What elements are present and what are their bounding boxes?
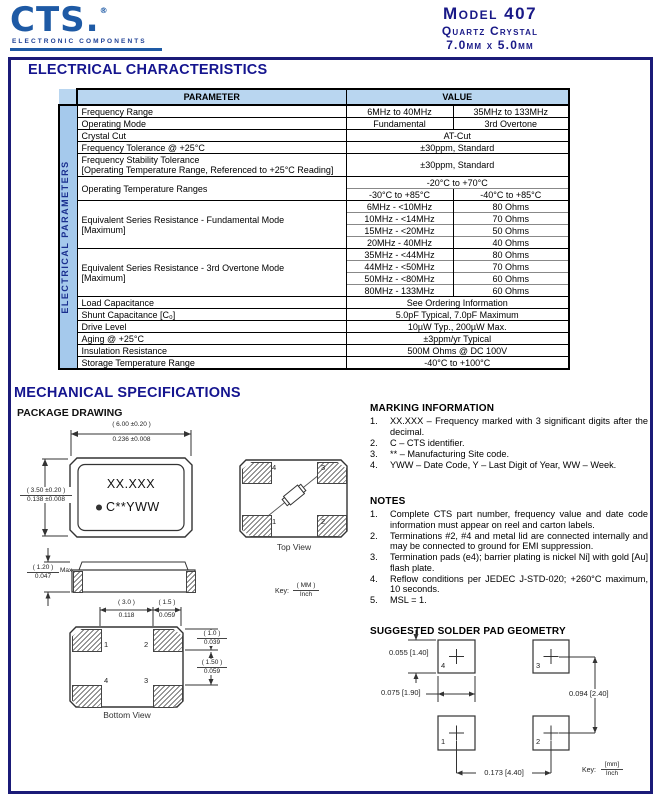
bottom-view-pad-label-4: 4 xyxy=(104,676,109,685)
param-cell: Insulation Resistance xyxy=(77,345,346,357)
param-cell: Drive Level xyxy=(77,321,346,333)
value-cell: 10MHz - <14MHz xyxy=(346,213,453,225)
value-cell: 60 Ohms xyxy=(453,285,569,297)
param-cell: Equivalent Series Resistance - Fundamental Mode [Maximum] xyxy=(77,201,346,249)
value-cell: AT-Cut xyxy=(346,130,569,142)
mechanical-section-title: MECHANICAL SPECIFICATIONS xyxy=(14,385,241,401)
value-cell: 80 Ohms xyxy=(453,249,569,261)
value-cell: 60 Ohms xyxy=(453,273,569,285)
list-item: 3. Termination pads (e4); barrier plating is nickel Ni] with gold [Au] flash plate. xyxy=(370,552,648,573)
bottom-view-pad-label-2: 2 xyxy=(144,640,149,649)
value-cell: 40 Ohms xyxy=(453,237,569,249)
logo-tagline: ELECTRONIC COMPONENTS xyxy=(12,38,147,45)
list-item: 4. YWW – Date Code, Y – Last Digit of Year, WW – Week. xyxy=(370,459,617,470)
top-view-pad-label-2: 2 xyxy=(321,517,326,526)
param-cell: Frequency Stability Tolerance [Operating Temperature Range, Referenced to +25°C Reading] xyxy=(77,154,346,177)
solder-dim-pad-width: 0.075 [1.90] xyxy=(381,688,421,697)
value-cell: 70 Ohms xyxy=(453,213,569,225)
side-height-max-label: Max xyxy=(60,567,73,574)
list-item: 5. MSL = 1. xyxy=(370,595,427,605)
col-header-parameter: PARAMETER xyxy=(77,89,346,105)
list-item: 1. Complete CTS part number, frequency value and date code information must appear on reel and carton labels. xyxy=(370,509,648,530)
param-cell: Crystal Cut xyxy=(77,130,346,142)
bottom-view-pad-label-3: 3 xyxy=(144,676,149,685)
param-cell: Equivalent Series Resistance - 3rd Overtone Mode [Maximum] xyxy=(77,249,346,297)
param-cell: Operating Temperature Ranges xyxy=(77,177,346,201)
registered-mark-icon: ® xyxy=(99,6,109,15)
front-height-dim: $\frac{( 3.50 \pm 0.20 )}{0.138 \pm 0.008}$ xyxy=(20,487,72,503)
value-cell: ±3ppm/yr Typical xyxy=(346,333,569,345)
bottom-dim1-mm: ( 3.0 ) xyxy=(118,599,135,606)
list-item: 1. XX.XXX – Frequency marked with 3 significant digits after the decimal. xyxy=(370,416,648,437)
solder-pad-label-3: 3 xyxy=(536,661,541,670)
side-height-dim: $\frac{( 1.20 )}{0.047}$ xyxy=(26,564,60,580)
electrical-parameters-side-label: ELECTRICAL PARAMETERS xyxy=(59,105,77,369)
crystal-marking-frequency: XX.XXX xyxy=(106,477,156,491)
value-cell: 10µW Typ., 200µW Max. xyxy=(346,321,569,333)
key-mid-units: ( MM ) Inch xyxy=(293,582,319,598)
crystal-marking-datecode: C**YWW xyxy=(106,500,160,514)
value-cell: 500M Ohms @ DC 100V xyxy=(346,345,569,357)
value-cell: 6MHz to 40MHz xyxy=(346,105,453,118)
bottom-dim1-inch: 0.118 xyxy=(118,612,135,619)
value-cell: 50MHz - <80MHz xyxy=(346,273,453,285)
param-cell: Shunt Capacitance [C₀] xyxy=(77,309,346,321)
value-cell: 35MHz to 133MHz xyxy=(453,105,569,118)
value-cell: 15MHz - <20MHz xyxy=(346,225,453,237)
doc-title-size: 7.0mm x 5.0mm xyxy=(446,38,534,53)
bottom-view-caption: Bottom View xyxy=(103,710,151,720)
value-cell: ±30ppm, Standard xyxy=(346,154,569,177)
value-cell: 80 Ohms xyxy=(453,201,569,213)
bottom-dim3: $\frac{( 1.0 )}{0.039}$ xyxy=(196,630,228,646)
notes-list xyxy=(370,509,648,606)
bottom-view-pad-label-1: 1 xyxy=(104,640,109,649)
value-cell: -30°C to +85°C xyxy=(346,189,453,201)
solder-dim-vertical: 0.094 [2.40] xyxy=(569,689,609,698)
list-item: 2. C – CTS identifier. xyxy=(370,437,465,448)
side-view-termination-right xyxy=(186,571,196,593)
value-cell: 70 Ohms xyxy=(453,261,569,273)
value-cell: See Ordering Information xyxy=(346,297,569,309)
solder-key-label: Key: xyxy=(582,767,597,774)
value-cell: ±30ppm, Standard xyxy=(346,142,569,154)
bottom-dim4: $\frac{( 1.50 )}{0.059}$ xyxy=(196,659,228,675)
bottom-dim2-inch: 0.059 xyxy=(158,612,176,619)
list-item: 2. Terminations #2, #4 and metal lid are connected internally and may be connected to ground for EMI suppression. xyxy=(370,530,648,551)
top-view-pad-label-4: 4 xyxy=(272,463,277,472)
front-width-dim-inch: 0.236 ±0.008 xyxy=(112,436,151,443)
param-cell: Aging @ +25°C xyxy=(77,333,346,345)
param-cell: Frequency Tolerance @ +25°C xyxy=(77,142,346,154)
doc-title-model: Model 407 xyxy=(442,4,538,23)
solder-dim-pad-height: 0.055 [1.40] xyxy=(389,648,429,657)
key-mid-label: Key: xyxy=(275,588,290,595)
value-cell: 5.0pF Typical, 7.0pF Maximum xyxy=(346,309,569,321)
list-item: 3. ** – Manufacturing Site code. xyxy=(370,448,509,459)
param-cell: Load Capacitance xyxy=(77,297,346,309)
param-cell: Operating Mode xyxy=(77,118,346,130)
col-header-value: VALUE xyxy=(346,89,569,105)
solder-pad-geometry-title: SUGGESTED SOLDER PAD GEOMETRY xyxy=(370,626,566,637)
top-view-pad-label-1: 1 xyxy=(272,517,277,526)
electrical-section-title: ELECTRICAL CHARACTERISTICS xyxy=(28,62,268,78)
solder-pad-label-2: 2 xyxy=(536,737,541,746)
package-drawing-title: PACKAGE DRAWING xyxy=(17,407,123,419)
value-cell: 3rd Overtone xyxy=(453,118,569,130)
value-cell: 35MHz - <44MHz xyxy=(346,249,453,261)
list-item: 4. Reflow conditions per JEDEC J-STD-020; +260°C maximum, 10 seconds. xyxy=(370,573,648,594)
value-cell: -20°C to +70°C xyxy=(346,177,569,189)
value-cell: -40°C to +85°C xyxy=(453,189,569,201)
value-cell: 44MHz - <50MHz xyxy=(346,261,453,273)
value-cell: Fundamental xyxy=(346,118,453,130)
solder-pad-label-1: 1 xyxy=(441,737,446,746)
solder-dim-horizontal: 0.173 [4.40] xyxy=(476,768,532,777)
value-cell: -40°C to +100°C xyxy=(346,357,569,370)
cts-logo-text: CTS. xyxy=(10,0,100,40)
top-view-caption: Top View xyxy=(276,542,312,552)
notes-title: NOTES xyxy=(370,496,406,507)
marking-info-title: MARKING INFORMATION xyxy=(370,403,495,414)
solder-pad-label-4: 4 xyxy=(441,661,446,670)
bottom-dim2-mm: ( 1.5 ) xyxy=(158,599,176,606)
side-view-termination-left xyxy=(73,571,83,593)
top-view-pad-label-3: 3 xyxy=(321,463,326,472)
param-cell: Storage Temperature Range xyxy=(77,357,346,370)
value-cell: 80MHz - 133MHz xyxy=(346,285,453,297)
solder-key-units: [mm] Inch xyxy=(601,761,623,777)
doc-title-type: Quartz Crystal xyxy=(441,23,539,38)
front-width-dim-mm: ( 6.00 ±0.20 ) xyxy=(112,421,151,428)
param-cell: Frequency Range xyxy=(77,105,346,118)
value-cell: 50 Ohms xyxy=(453,225,569,237)
value-cell: 6MHz - <10MHz xyxy=(346,201,453,213)
marking-info-list xyxy=(370,416,648,471)
value-cell: 20MHz - 40MHz xyxy=(346,237,453,249)
